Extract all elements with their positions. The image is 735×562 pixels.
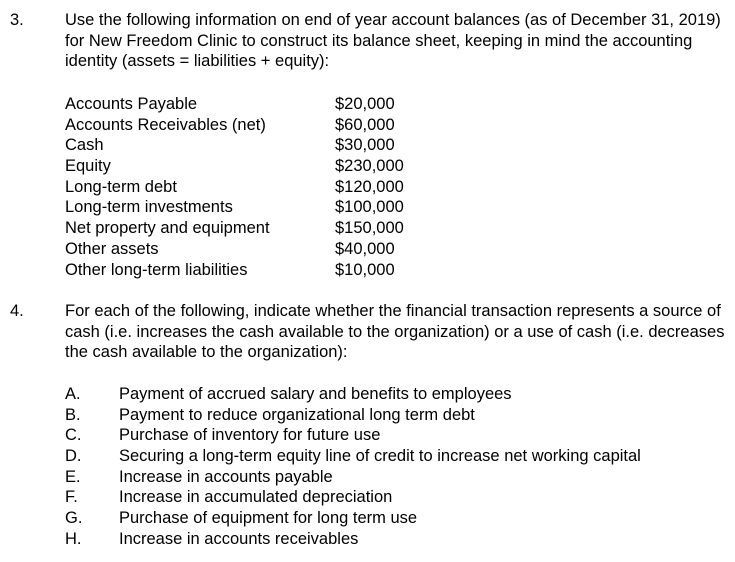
balance-amount: $30,000 xyxy=(335,136,395,155)
question-4-text: For each of the following, indicate whether the financial transaction represents a source of cash (i.e. increases the cash available to the organization) or a use of cash (i.e. decreases the cash available to the organization): xyxy=(65,302,725,362)
option-text: Increase in accumulated depreciation xyxy=(119,488,393,507)
option-letter: B. xyxy=(65,405,81,424)
balance-amount: $60,000 xyxy=(335,115,395,134)
option-text: Purchase of inventory for future use xyxy=(119,426,381,445)
balance-amount: $120,000 xyxy=(335,177,404,196)
option-text: Purchase of equipment for long term use xyxy=(119,509,418,528)
balance-row xyxy=(65,218,485,239)
balance-label: Other long-term liabilities xyxy=(65,260,248,279)
option-letter: C. xyxy=(65,426,82,445)
option-text: Payment to reduce organizational long term debt xyxy=(119,405,475,424)
option-letter: F. xyxy=(65,488,78,507)
option-row xyxy=(65,446,725,467)
option-row xyxy=(65,405,725,426)
balance-row xyxy=(65,177,485,198)
option-text: Securing a long-term equity line of credit to increase net working capital xyxy=(119,447,641,466)
transaction-options-list xyxy=(65,384,725,550)
balance-row xyxy=(65,260,485,281)
balance-row xyxy=(65,135,485,156)
balance-label: Accounts Payable xyxy=(65,95,198,113)
option-letter: E. xyxy=(65,467,81,486)
question-4-number: 4. xyxy=(10,302,24,320)
balance-row xyxy=(65,156,485,177)
option-letter: G. xyxy=(65,509,83,528)
balance-amount: $40,000 xyxy=(335,239,395,258)
balance-row xyxy=(65,115,485,136)
option-row xyxy=(65,487,725,508)
option-row xyxy=(65,508,725,529)
balance-amount: $100,000 xyxy=(335,198,404,217)
balance-label: Long-term investments xyxy=(65,198,233,217)
balance-row xyxy=(65,239,485,260)
option-text: Payment of accrued salary and benefits to employees xyxy=(119,385,512,403)
balance-amount: $150,000 xyxy=(335,219,404,238)
balance-label: Other assets xyxy=(65,239,159,258)
balance-label: Cash xyxy=(65,136,104,155)
account-balances-list xyxy=(65,94,485,280)
option-row xyxy=(65,529,725,550)
balance-amount: $20,000 xyxy=(335,95,395,113)
option-text: Increase in accounts receivables xyxy=(119,529,359,548)
option-letter: H. xyxy=(65,529,82,548)
option-row xyxy=(65,425,725,446)
balance-label: Net property and equipment xyxy=(65,219,270,238)
option-text: Increase in accounts payable xyxy=(119,467,333,486)
balance-row xyxy=(65,197,485,218)
balance-label: Equity xyxy=(65,157,111,176)
option-row xyxy=(65,384,725,405)
balance-label: Long-term debt xyxy=(65,177,177,196)
option-letter: D. xyxy=(65,447,82,466)
balance-row xyxy=(65,94,485,115)
option-letter: A. xyxy=(65,385,81,403)
question-3-text: Use the following information on end of year account balances (as of December 31, 2019) for New Freedom Clinic to construct its balance sheet, keeping in mind the accounting identity (assets = liabilities + equity): xyxy=(65,11,721,71)
balance-amount: $10,000 xyxy=(335,260,395,279)
question-3-number: 3. xyxy=(10,11,24,29)
balance-label: Accounts Receivables (net) xyxy=(65,115,266,134)
balance-amount: $230,000 xyxy=(335,157,404,176)
option-row xyxy=(65,467,725,488)
